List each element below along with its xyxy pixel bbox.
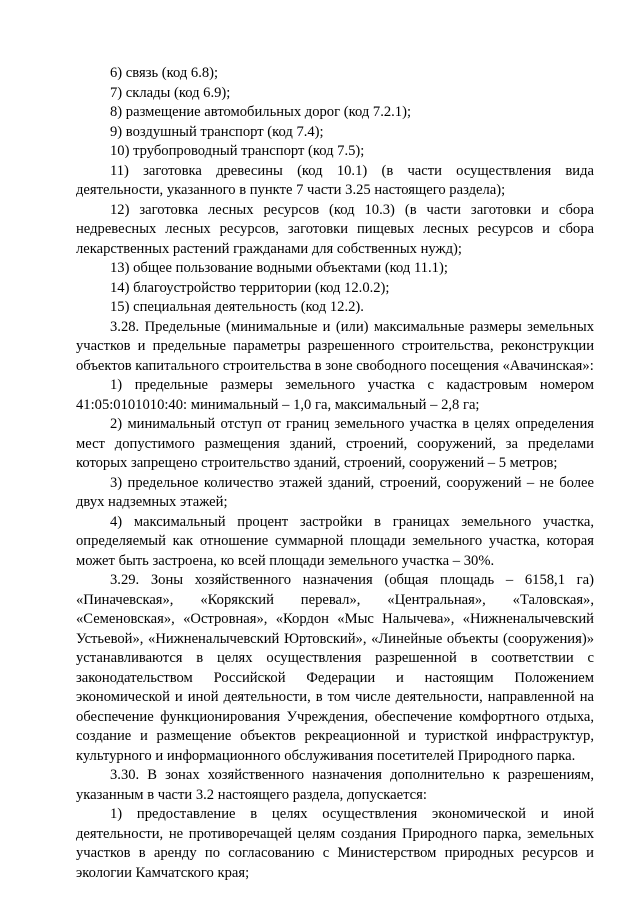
list-item: 11) заготовка древесины (код 10.1) (в части осуществления вида деятельности, указанного в пункте 7 части 3.25 настоящего раздела);	[76, 162, 594, 198]
section-paragraph-3-28: 3.28. Предельные (минимальные и (или) максимальные размеры земельных участков и предельные параметры разрешенного строительства, реконструкции объектов капитального строительства в зоне свободного посещения «Авачинская»:	[76, 318, 594, 374]
list-item: 6) связь (код 6.8);	[110, 65, 219, 81]
list-item: 1) предельные размеры земельного участка с кадастровым номером 41:05:0101010:40: минимальный – 1,0 га, максимальный – 2,8 га;	[76, 377, 594, 413]
section-paragraph-3-30: 3.30. В зонах хозяйственного назначения дополнительно к разрешениям, указанным в части 3.2 настоящего раздела, допускается:	[76, 767, 594, 803]
list-item: 15) специальная деятельность (код 12.2).	[110, 299, 364, 315]
list-item: 1) предоставление в целях осуществления экономической и иной деятельности, не противоречащей целям создания Природного парка, земельных участков в аренду по согласованию с Министерством природных ресурсов и экологии Камчатского края;	[76, 806, 594, 881]
list-item: 8) размещение автомобильных дорог (код 7.2.1);	[110, 104, 411, 120]
list-item: 13) общее пользование водными объектами (код 11.1);	[110, 260, 448, 276]
document-body	[76, 64, 594, 883]
list-item: 14) благоустройство территории (код 12.0.2);	[110, 279, 390, 296]
list-item: 7) склады (код 6.9);	[110, 84, 231, 101]
list-item: 3) предельное количество этажей зданий, строений, сооружений – не более двух надземных этажей;	[76, 474, 594, 510]
list-item: 9) воздушный транспорт (код 7.4);	[110, 123, 324, 140]
list-item: 10) трубопроводный транспорт (код 7.5);	[110, 143, 365, 159]
list-item: 4) максимальный процент застройки в границах земельного участка, определяемый как отношение суммарной площади земельного участка, которая может быть застроена, ко всей площади земельного участка – 30%.	[76, 513, 594, 569]
list-item: 2) минимальный отступ от границ земельного участка в целях определения мест допустимого размещения зданий, строений, сооружений, за пределами которых запрещено строительство зданий, строений, сооружений – 5 метров;	[76, 416, 594, 471]
list-item: 12) заготовка лесных ресурсов (код 10.3) (в части заготовки и сбора недревесных лесных ресурсов, заготовки пищевых лесных ресурсов и сбора лекарственных растений гражданами для собственных нужд);	[76, 201, 594, 257]
section-paragraph-3-29: 3.29. Зоны хозяйственного назначения (общая площадь – 6158,1 га) «Пиначевская», «Корякский перевал», «Центральная», «Таловская», «Семеновская», «Островная», «Кордон «Мыс Налычева», «Нижненалычевский Устьевой», «Нижненалычевский Юртовский», «Линейные объекты (сооружения)» устанавливаются в целях осуществления разрешенной в соответствии с законодательством Российской Федерации и настоящим Положением экономической и иной деятельности, в том числе деятельности, направленной на обеспечение функционирования Учреждения, обеспечение комфортного отдыха, создание и размещение объектов рекреационной и туристкой инфраструктур, культурного и информационного обслуживания посетителей Природного парка.	[76, 572, 594, 764]
